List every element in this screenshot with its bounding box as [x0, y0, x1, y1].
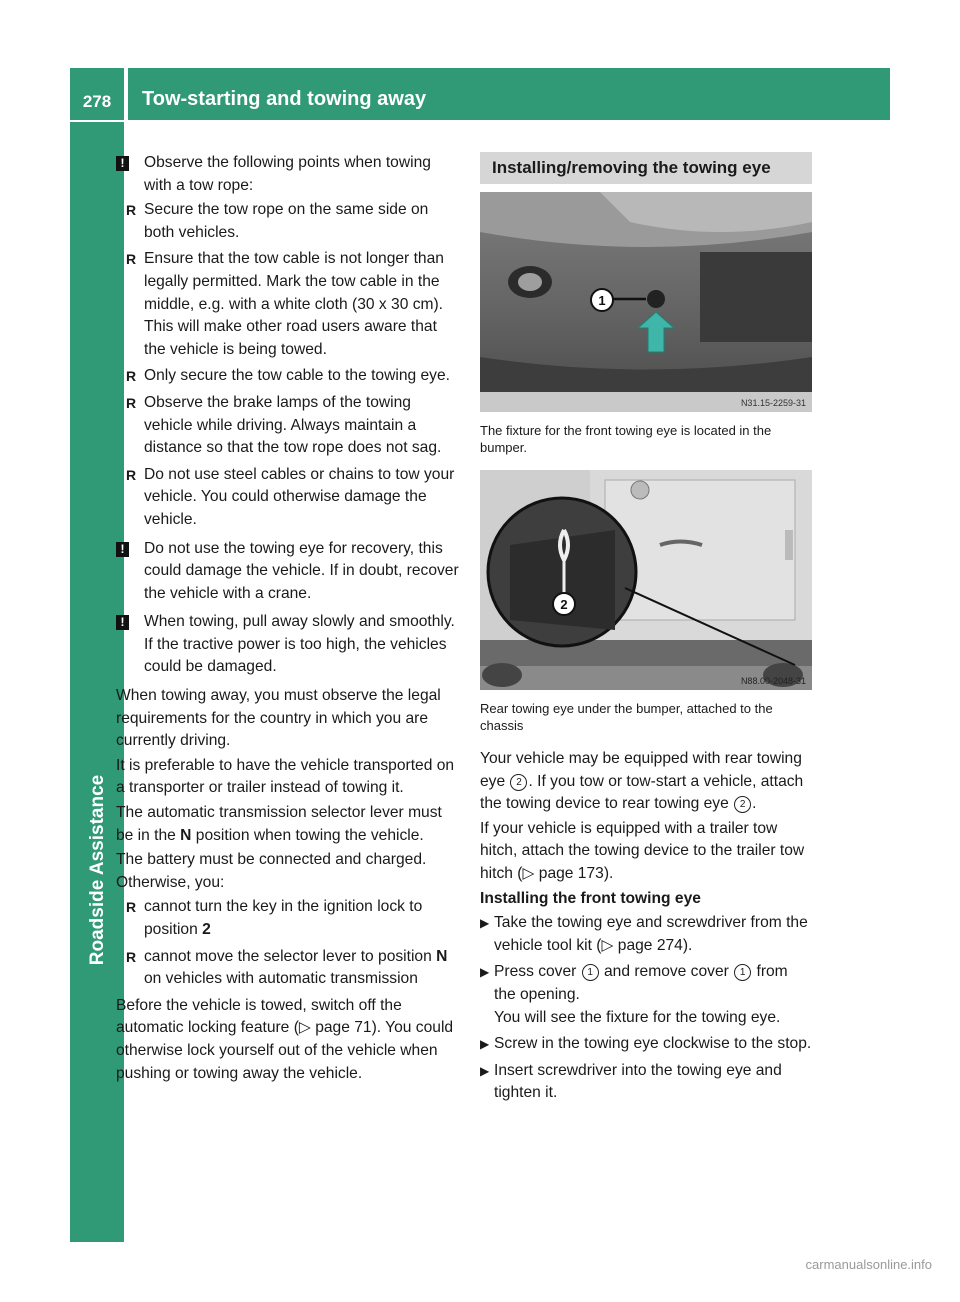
front-bumper-illustration — [480, 192, 812, 412]
bold-text: 2 — [202, 921, 211, 938]
rear-towing-eye-image — [480, 470, 812, 690]
step-text: Screw in the towing eye clockwise to the stop. — [494, 1035, 812, 1053]
list-item — [116, 248, 462, 361]
callout-2-icon: 2 — [510, 774, 527, 791]
step-text: and remove cover — [599, 963, 734, 981]
rear-towing-eye-illustration — [480, 470, 812, 690]
list-item — [116, 896, 462, 941]
bold-text: N — [180, 826, 192, 844]
list-item — [116, 946, 462, 991]
paragraph: Before the vehicle is towed, switch off the automatic locking feature (▷ page 71). You could otherwise lock yourself out of the vehicle when pushing or towing away the vehicle. — [116, 996, 454, 1082]
left-column — [116, 152, 462, 1087]
list-item-text: cannot turn the key in the ignition lock to position — [144, 898, 423, 938]
subheading: Installing the front towing eye — [480, 889, 701, 907]
list-item-text: cannot move the selector lever to position — [144, 947, 437, 965]
warning-intro: Observe the following points when towing with a tow rope: — [144, 154, 431, 194]
bold-text: N — [436, 947, 448, 965]
side-tab-label: Roadside Assistance — [87, 774, 108, 966]
image-caption: The fixture for the front towing eye is located in the bumper. — [480, 423, 772, 455]
image-code: N31.15-2259-31 — [740, 398, 806, 408]
image-caption: Rear towing eye under the bumper, attached to the chassis — [480, 701, 773, 733]
warning-pull-away — [116, 611, 462, 679]
warning-icon: ! — [116, 542, 129, 557]
list-item-text: on vehicles with automatic transmission — [144, 970, 418, 988]
callout-2: 2 — [560, 597, 568, 612]
front-bumper-image — [480, 192, 812, 412]
paragraph: It is preferable to have the vehicle transported on a transporter or trailer instead of towing it. — [116, 756, 455, 797]
text: . If you tow or tow-start a vehicle, attach the towing device to rear towing eye — [480, 772, 804, 813]
bullet-icon: R — [126, 368, 137, 385]
callout-1-icon: 1 — [734, 964, 751, 981]
step-arrow-icon: ▶ — [480, 1063, 490, 1078]
list-item-text: Observe the brake lamps of the towing vehicle while driving. Always maintain a distance so that the tow rope does not sag. — [144, 393, 442, 457]
callout-1-icon: 1 — [582, 964, 599, 981]
watermark: carmanualsonline.info — [805, 1257, 932, 1272]
step-arrow-icon: ▶ — [480, 916, 490, 931]
text: . — [752, 795, 757, 813]
callout-1: 1 — [598, 293, 606, 308]
step-item — [480, 912, 812, 957]
step-item — [480, 1033, 812, 1056]
bullet-icon: R — [126, 394, 137, 411]
warning-bullet-list — [116, 199, 462, 531]
callout-2-icon: 2 — [734, 796, 751, 813]
battery-bullet-list — [116, 896, 462, 990]
paragraph: If your vehicle is equipped with a trailer tow hitch, attach the towing device to the trailer tow hitch (▷ page 173). — [480, 819, 805, 882]
step-text: Press cover — [494, 963, 581, 981]
side-tab-label-wrap — [80, 760, 116, 980]
paragraph — [480, 748, 812, 816]
page-title: Tow-starting and towing away — [128, 68, 890, 120]
step-text: Take the towing eye and screwdriver from the vehicle tool kit (▷ page 274). — [494, 914, 808, 954]
warning-text: Do not use the towing eye for recovery, this could damage the vehicle. If in doubt, recover the vehicle with a crane. — [144, 539, 459, 602]
image-code: N88.00-2048-31 — [740, 676, 806, 686]
warning-recovery — [116, 538, 462, 606]
step-item — [480, 961, 812, 1029]
paragraph: When towing away, you must observe the legal requirements for the country in which you are currently driving. — [116, 687, 441, 750]
step-arrow-icon: ▶ — [480, 965, 490, 980]
step-list — [480, 912, 812, 1105]
warning-tow-rope — [116, 152, 462, 532]
step-result: You will see the fixture for the towing eye. — [494, 1008, 781, 1026]
list-item — [116, 464, 462, 532]
warning-icon: ! — [116, 615, 129, 630]
warning-text: When towing, pull away slowly and smoothly. If the tractive power is too high, the vehicles could be damaged. — [144, 613, 455, 676]
paragraph — [116, 802, 462, 847]
list-item-text: Ensure that the tow cable is not longer than legally permitted. Mark the tow cable in the middle, e.g. with a white cloth (30 x 30 cm). This will make other road users aware that the vehicle is being towed. — [144, 250, 444, 358]
text: The automatic transmission selector lever must be in the — [116, 804, 442, 844]
list-item — [116, 365, 462, 388]
text: position when towing the vehicle. — [191, 826, 424, 844]
list-item-text: Secure the tow rope on the same side on both vehicles. — [144, 201, 429, 241]
text: Your vehicle may be equipped with rear towing eye — [480, 750, 802, 790]
step-item — [480, 1060, 812, 1105]
step-text: Insert screwdriver into the towing eye and tighten it. — [494, 1061, 782, 1102]
page-number: 278 — [70, 68, 124, 120]
step-arrow-icon: ▶ — [480, 1037, 490, 1052]
bullet-icon: R — [126, 948, 137, 965]
step-text: from the opening. — [494, 963, 788, 1003]
bullet-icon: R — [126, 202, 137, 219]
paragraph: The battery must be connected and charged. Otherwise, you: — [116, 851, 427, 891]
list-item — [116, 392, 462, 460]
bullet-icon: R — [126, 899, 137, 916]
right-column — [480, 152, 812, 1109]
list-item-text: Do not use steel cables or chains to tow your vehicle. You could otherwise damage the vehicle. — [144, 465, 455, 528]
bullet-icon: R — [126, 251, 137, 268]
warning-icon: ! — [116, 156, 129, 171]
bullet-icon: R — [126, 466, 137, 483]
section-title: Installing/removing the towing eye — [480, 152, 812, 184]
list-item-text: Only secure the tow cable to the towing eye. — [144, 367, 450, 385]
list-item — [116, 199, 462, 244]
